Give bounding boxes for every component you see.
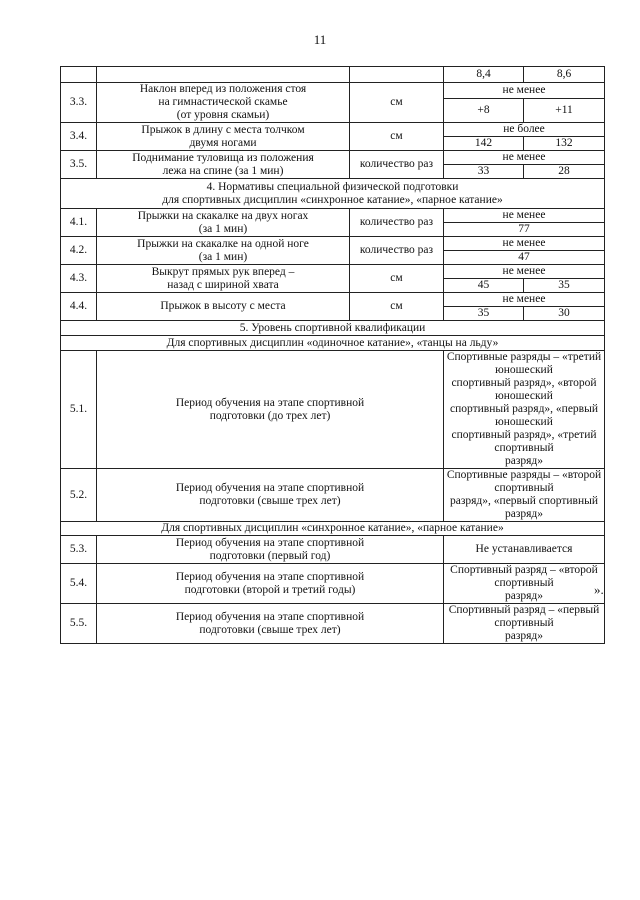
table-row [61,237,605,251]
unit-cell: количество раз [350,209,444,237]
unit-cell: см [350,293,444,321]
table-row [61,564,605,604]
requirement-cell: Не устанавливается [444,536,605,564]
value-cell: 8,6 [524,67,605,83]
value-cell: 28 [524,165,605,179]
table-row [61,151,605,165]
period-name: Период обучения на этапе спортивной подготовки (свыше трех лет) [97,469,444,522]
requirement-cell: Спортивные разряды – «второй спортивный разряд», «первый спортивный разряд» [444,469,605,522]
value-cell: 33 [444,165,524,179]
row-number: 3.4. [61,123,97,151]
table-row [61,265,605,279]
exercise-name: Наклон вперед из положения стоя на гимнастической скамье (от уровня скамьи) [97,83,350,123]
value-cell: 132 [524,137,605,151]
row-number: 5.1. [61,351,97,469]
row-number: 5.2. [61,469,97,522]
exercise-name: Выкрут прямых рук вперед – назад с шириной хвата [97,265,350,293]
value-cell: 142 [444,137,524,151]
row-number: 3.5. [61,151,97,179]
condition-cell: не более [444,123,605,137]
subsection-header: Для спортивных дисциплин «синхронное катание», «парное катание» [61,522,605,536]
value-cell: 45 [444,279,524,293]
exercise-name: Прыжки на скакалке на одной ноге (за 1 мин) [97,237,350,265]
table-row [61,351,605,469]
row-number: 5.5. [61,604,97,644]
value-cell: +8 [444,99,524,123]
table-row [61,209,605,223]
value-cell: +11 [524,99,605,123]
standards-table [60,66,605,644]
section-header: 4. Нормативы специальной физической подготовки для спортивных дисциплин «синхронное катание», «парное катание» [61,179,605,209]
row-number: 4.1. [61,209,97,237]
unit-cell: количество раз [350,151,444,179]
period-name: Период обучения на этапе спортивной подготовки (второй и третий годы) [97,564,444,604]
requirement-cell: Спортивные разряды – «третий юношеский спортивный разряд», «второй юношеский спортивный разряд», «первый юношеский спортивный разряд», «третий спортивный разряд» [444,351,605,469]
unit-cell: количество раз [350,237,444,265]
row-number: 5.3. [61,536,97,564]
table-row [61,536,605,564]
condition-cell: не менее [444,265,605,279]
table-row [61,469,605,522]
condition-cell: не менее [444,209,605,223]
row-number: 4.3. [61,265,97,293]
subsection-header: Для спортивных дисциплин «одиночное катание», «танцы на льду» [61,336,605,351]
row-number: 3.3. [61,83,97,123]
row-number: 4.4. [61,293,97,321]
period-name: Период обучения на этапе спортивной подготовки (первый год) [97,536,444,564]
exercise-name: Поднимание туловища из положения лежа на спине (за 1 мин) [97,151,350,179]
value-cell: 35 [444,307,524,321]
value-cell: 77 [444,223,605,237]
page-number: 11 [313,32,327,47]
value-cell: 30 [524,307,605,321]
condition-cell: не менее [444,237,605,251]
section-header: 5. Уровень спортивной квалификации [61,321,605,336]
condition-cell: не менее [444,293,605,307]
unit-cell: см [350,265,444,293]
exercise-name: Прыжки на скакалке на двух ногах (за 1 мин) [97,209,350,237]
period-name: Период обучения на этапе спортивной подготовки (свыше трех лет) [97,604,444,644]
condition-cell: не менее [444,151,605,165]
table-row [61,67,605,83]
exercise-name: Прыжок в высоту с места [97,293,350,321]
unit-cell: см [350,123,444,151]
table-row [61,123,605,137]
table-row [61,604,605,644]
period-name: Период обучения на этапе спортивной подготовки (до трех лет) [97,351,444,469]
condition-cell: не менее [444,83,605,99]
value-cell: 8,4 [444,67,524,83]
exercise-name: Прыжок в длину с места толчком двумя ногами [97,123,350,151]
table-row [61,83,605,99]
value-cell: 35 [524,279,605,293]
value-cell: 47 [444,251,605,265]
requirement-cell: Спортивный разряд – «второй спортивный разряд» [444,564,605,604]
requirement-cell: Спортивный разряд – «первый спортивный разряд» [444,604,605,644]
closing-quote-mark: ». [594,582,604,597]
row-number: 4.2. [61,237,97,265]
unit-cell: см [350,83,444,123]
table-row [61,293,605,307]
row-number: 5.4. [61,564,97,604]
